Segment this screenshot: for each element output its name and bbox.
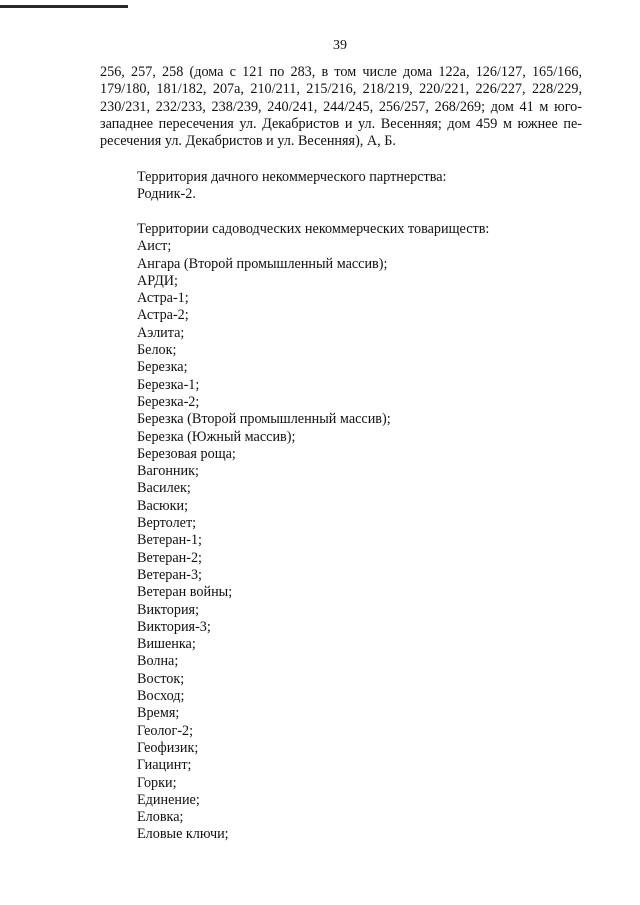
intro-line: ресечения ул. Декабристов и ул. Весенняя), А, Б.	[100, 133, 396, 150]
society-list-item: Вишенка;	[137, 636, 196, 653]
society-list-item: АРДИ;	[137, 272, 178, 289]
page-number: 39	[333, 38, 347, 53]
societies-section	[137, 221, 582, 844]
society-list-item: Виктория;	[137, 601, 200, 618]
society-list-item: Аист;	[137, 238, 172, 255]
society-list-item: Ангара (Второй промышленный массив);	[137, 255, 388, 272]
society-list-item: Геолог-2;	[137, 722, 194, 739]
intro-paragraph	[100, 64, 582, 150]
society-list-item: Березовая роща;	[137, 445, 236, 462]
society-list-item: Гиацинт;	[137, 757, 192, 774]
society-list-item: Восток;	[137, 670, 185, 687]
intro-line: 256, 257, 258 (дома с 121 по 283, в том числе дома 122а, 126/127, 165/166,	[100, 64, 582, 80]
society-list-item: Ветеран-1;	[137, 532, 203, 549]
society-list-item: Астра-2;	[137, 307, 189, 324]
societies-heading: Территории садоводческих некоммерческих товариществ:	[137, 221, 490, 237]
society-list-item: Белок;	[137, 342, 177, 359]
intro-line: западнее пересечения ул. Декабристов и ул. Весенняя; дом 459 м южнее пе-	[100, 115, 582, 132]
society-list-item: Еловые ключи;	[137, 826, 229, 843]
society-list-item: Астра-1;	[137, 290, 189, 307]
partnership-item: Родник-2.	[137, 186, 196, 203]
society-list-item: Вагонник;	[137, 463, 199, 480]
society-list-item: Ветеран-2;	[137, 549, 203, 566]
society-list-item: Березка-1;	[137, 376, 200, 393]
society-list-item: Еловка;	[137, 809, 184, 826]
intro-line: 230/231, 232/233, 238/239, 240/241, 244/245, 256/257, 268/269; дом 41 м юго-	[100, 98, 582, 115]
society-list-item: Березка (Южный массив);	[137, 428, 296, 445]
society-list-item: Ветеран войны;	[137, 584, 233, 601]
society-list-item: Березка (Второй промышленный массив);	[137, 411, 391, 428]
society-list-item: Василек;	[137, 480, 191, 497]
society-list-item: Васюки;	[137, 497, 189, 514]
society-list-item: Березка;	[137, 359, 188, 376]
society-list-item: Время;	[137, 705, 180, 722]
society-list-item: Аэлита;	[137, 324, 185, 341]
society-list-item: Вертолет;	[137, 515, 197, 532]
scan-edge-mark	[0, 5, 128, 8]
society-list-item: Горки;	[137, 774, 177, 791]
society-list-item: Единение;	[137, 791, 200, 808]
intro-line: 179/180, 181/182, 207а, 210/211, 215/216, 218/219, 220/221, 226/227, 228/229,	[100, 81, 582, 98]
partnership-heading: Территория дачного некоммерческого партнерства:	[137, 169, 447, 185]
society-list-item: Виктория-3;	[137, 618, 211, 635]
society-list-item: Восход;	[137, 688, 185, 705]
society-list-item: Березка-2;	[137, 393, 200, 410]
society-list-item: Ветеран-3;	[137, 566, 203, 583]
society-list-item: Волна;	[137, 653, 179, 670]
partnership-section	[137, 169, 582, 204]
society-list-item: Геофизик;	[137, 739, 199, 756]
societies-list	[137, 238, 582, 843]
